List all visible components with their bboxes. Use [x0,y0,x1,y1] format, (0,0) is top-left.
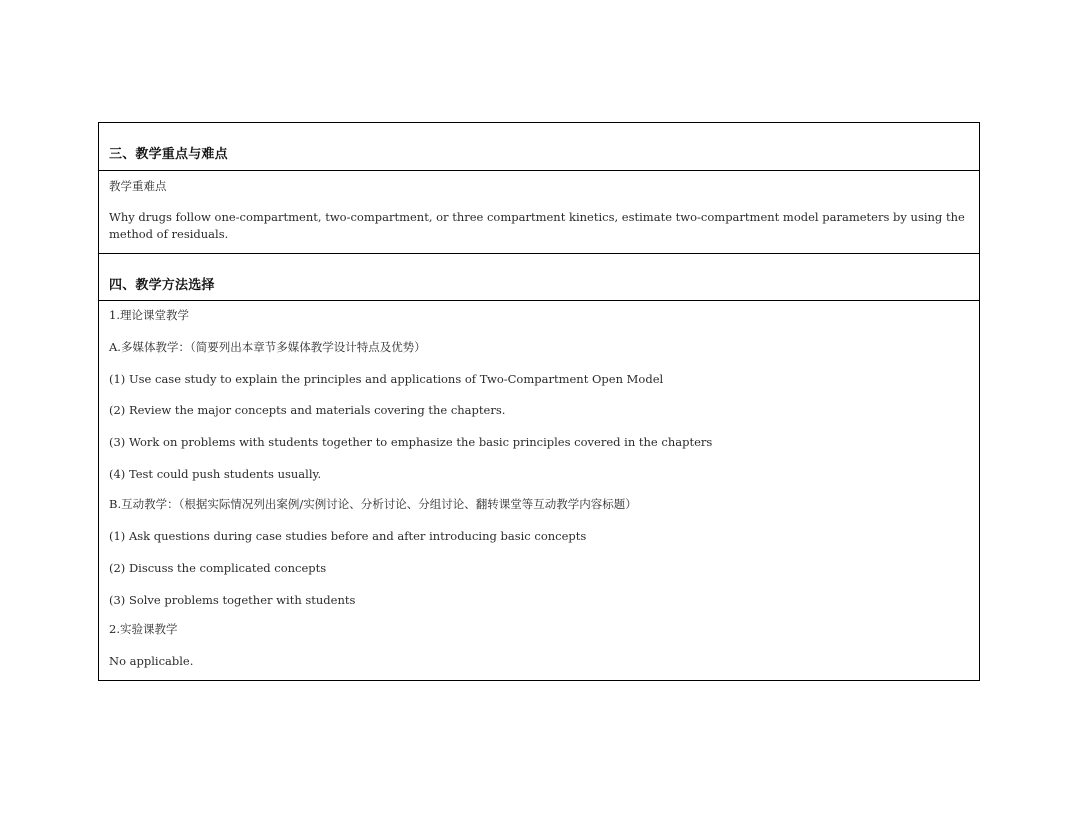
lab-teaching-text: No applicable. [109,654,194,668]
interactive-teaching-heading: B.互动教学：（根据实际情况列出案例/实例讨论、分析讨论、分组讨论、翻转课堂等互动教学内容标题） [109,497,637,511]
interactive-item-1: (1) Ask questions during case studies before and after introducing basic concepts [109,529,587,543]
interactive-item-2: (2) Discuss the complicated concepts [109,561,327,575]
section-4-header [99,254,979,301]
interactive-item-3: (3) Solve problems together with students [109,593,356,607]
section-3-title: 三、教学重点与难点 [109,147,228,162]
multimedia-item-2: (2) Review the major concepts and materials covering the chapters. [109,403,506,417]
section-4-title: 四、教学方法选择 [109,278,215,293]
multimedia-item-4: (4) Test could push students usually. [109,467,322,481]
syllabus-table [98,122,980,681]
section-3-header [99,123,979,171]
lab-teaching-heading: 2.实验课教学 [109,622,178,636]
section-3-body [99,171,979,254]
section-3-text: Why drugs follow one-compartment, two-compartment, or three compartment kinetics, estimate two-compartment model parameters by using the method of residuals. [109,210,965,241]
section-3-subtitle: 教学重难点 [109,179,167,193]
section-4-body [99,301,979,680]
theory-teaching-heading: 1.理论课堂教学 [109,308,189,322]
multimedia-item-3: (3) Work on problems with students together to emphasize the basic principles covered in the chapters [109,435,713,449]
multimedia-teaching-heading: A.多媒体教学：（简要列出本章节多媒体教学设计特点及优势） [109,340,426,354]
multimedia-item-1: (1) Use case study to explain the principles and applications of Two-Compartment Open Model [109,372,664,386]
